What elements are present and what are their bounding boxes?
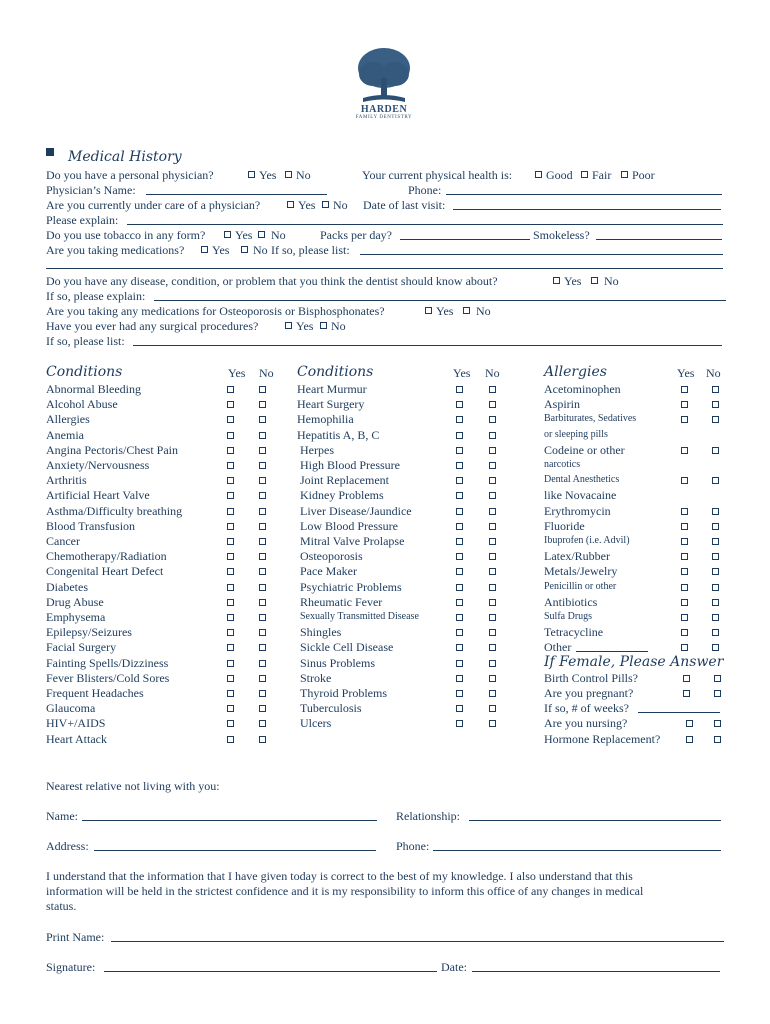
condition-yes-checkbox[interactable] (456, 614, 463, 621)
condition-label: Asthma/Difficulty breathing (46, 503, 183, 518)
col1-no-header: No (259, 366, 274, 380)
condition-yes-checkbox[interactable] (227, 675, 234, 682)
relative-name-field[interactable] (82, 820, 377, 821)
condition-yes-checkbox[interactable] (227, 492, 234, 499)
relationship-label: Relationship: (396, 809, 460, 823)
condition-yes-checkbox[interactable] (227, 553, 234, 560)
condition-no-checkbox[interactable] (259, 614, 266, 621)
condition-yes-checkbox[interactable] (456, 447, 463, 454)
condition-label: Kidney Problems (300, 488, 384, 503)
condition-no-checkbox[interactable] (489, 492, 496, 499)
condition-label: Stroke (300, 670, 332, 685)
female-no-checkbox[interactable] (714, 736, 721, 743)
no-label: No (331, 319, 346, 333)
meds-no-checkbox[interactable] (241, 246, 248, 253)
allergy-no-checkbox[interactable] (712, 523, 719, 530)
allergy-label: Antibiotics (544, 594, 598, 609)
address-field[interactable] (94, 850, 376, 851)
osteo-yes-checkbox[interactable] (425, 307, 432, 314)
allergy-yes-checkbox[interactable] (681, 416, 688, 423)
female-no-checkbox[interactable] (714, 675, 721, 682)
condition-no-checkbox[interactable] (259, 432, 266, 439)
allergy-yes-checkbox[interactable] (681, 523, 688, 530)
condition-no-checkbox[interactable] (489, 523, 496, 530)
condition-label: Tuberculosis (300, 701, 362, 716)
condition-yes-checkbox[interactable] (456, 599, 463, 606)
explain-field[interactable] (127, 224, 723, 225)
condition-no-checkbox[interactable] (489, 508, 496, 515)
physician-question: Do you have a personal physician? (46, 168, 214, 182)
allergy-label: Acetominophen (544, 382, 621, 396)
col1-header: Conditions (46, 364, 123, 380)
relative-phone-field[interactable] (433, 850, 721, 851)
allergy-yes-checkbox[interactable] (681, 599, 688, 606)
allergy-label: Other (544, 640, 572, 655)
phone-label: Phone: (408, 183, 442, 197)
allergy-label: Codeine or other (544, 442, 625, 457)
allergy-yes-checkbox[interactable] (681, 629, 688, 636)
condition-label: Fever Blisters/Cold Sores (46, 670, 170, 685)
condition-label: Anxiety/Nervousness (46, 458, 150, 472)
female-yes-checkbox[interactable] (683, 690, 690, 697)
condition-label: Low Blood Pressure (300, 518, 398, 533)
allergy-label: narcotics (544, 459, 581, 470)
condition-no-checkbox[interactable] (489, 660, 496, 667)
condition-label: Fainting Spells/Dizziness (46, 655, 169, 670)
allergy-no-checkbox[interactable] (712, 538, 719, 545)
allergy-label: like Novacaine (544, 488, 617, 503)
condition-no-checkbox[interactable] (259, 416, 266, 423)
condition-label: Frequent Headaches (46, 686, 144, 700)
allergy-label: Fluoride (544, 518, 585, 533)
condition-yes-checkbox[interactable] (456, 644, 463, 651)
yes-label: Yes (235, 228, 253, 242)
condition-label: HIV+/AIDS (46, 716, 106, 731)
condition-yes-checkbox[interactable] (227, 720, 234, 727)
condition-no-checkbox[interactable] (489, 386, 496, 393)
female-yes-checkbox[interactable] (686, 736, 693, 743)
health-question: Your current physical health is: (362, 168, 513, 182)
allergy-label: or sleeping pills (544, 428, 608, 440)
allergy-yes-checkbox[interactable] (681, 477, 688, 484)
meds-yes-checkbox[interactable] (201, 246, 208, 253)
meds-list-label: If so, please list: (271, 243, 350, 257)
allergy-no-checkbox[interactable] (712, 477, 719, 484)
condition-no-checkbox[interactable] (259, 401, 266, 408)
condition-yes-checkbox[interactable] (227, 462, 234, 469)
condition-no-checkbox[interactable] (259, 477, 266, 484)
surgery-list-field[interactable] (133, 345, 722, 346)
brand-tagline: FAMILY DENTISTRY (355, 115, 413, 120)
relationship-field[interactable] (469, 820, 721, 821)
condition-no-checkbox[interactable] (259, 508, 266, 515)
condition-no-checkbox[interactable] (489, 432, 496, 439)
condition-yes-checkbox[interactable] (227, 538, 234, 545)
signature-field[interactable] (104, 971, 437, 972)
print-name-field[interactable] (111, 941, 724, 942)
condition-yes-checkbox[interactable] (227, 508, 234, 515)
disease-no-checkbox[interactable] (591, 277, 598, 284)
allergy-no-checkbox[interactable] (712, 508, 719, 515)
surgery-yes-checkbox[interactable] (285, 322, 292, 329)
condition-no-checkbox[interactable] (259, 720, 266, 727)
allergy-yes-checkbox[interactable] (681, 508, 688, 515)
allergy-label: Dental Anesthetics (544, 474, 620, 486)
medications-question: Are you taking medications? (46, 243, 185, 257)
condition-no-checkbox[interactable] (259, 538, 266, 545)
condition-no-checkbox[interactable] (259, 644, 266, 651)
allergy-label: Erythromycin (544, 503, 611, 518)
condition-no-checkbox[interactable] (259, 447, 266, 454)
relative-title: Nearest relative not living with you: (46, 779, 220, 793)
condition-yes-checkbox[interactable] (227, 432, 234, 439)
female-question-label: Are you pregnant? (544, 686, 634, 700)
condition-yes-checkbox[interactable] (227, 401, 234, 408)
condition-yes-checkbox[interactable] (456, 690, 463, 697)
disease-explain-field[interactable] (154, 300, 726, 301)
allergy-label: Latex/Rubber (544, 549, 610, 564)
section-title: Medical History (68, 149, 182, 165)
condition-yes-checkbox[interactable] (456, 401, 463, 408)
condition-label: Thyroid Problems (300, 686, 387, 700)
address-label: Address: (46, 839, 89, 853)
packs-label: Packs per day? (320, 228, 392, 242)
allergy-no-checkbox[interactable] (712, 644, 719, 651)
tobacco-no-checkbox[interactable] (258, 231, 265, 238)
condition-no-checkbox[interactable] (489, 720, 496, 727)
condition-no-checkbox[interactable] (259, 462, 266, 469)
please-explain-label: Please explain: (46, 213, 119, 227)
condition-yes-checkbox[interactable] (456, 386, 463, 393)
condition-yes-checkbox[interactable] (227, 386, 234, 393)
condition-label: Drug Abuse (46, 594, 104, 609)
condition-yes-checkbox[interactable] (456, 416, 463, 423)
allergy-label: Barbiturates, Sedatives (544, 413, 637, 425)
condition-yes-checkbox[interactable] (456, 720, 463, 727)
no-label: No (333, 198, 348, 212)
poor-label: Poor (632, 168, 655, 182)
condition-label: Joint Replacement (300, 473, 389, 488)
condition-yes-checkbox[interactable] (456, 629, 463, 636)
smokeless-field[interactable] (596, 239, 722, 240)
allergy-yes-checkbox[interactable] (681, 553, 688, 560)
yes-label: Yes (296, 319, 314, 333)
condition-no-checkbox[interactable] (259, 584, 266, 591)
col2-no-header: No (485, 366, 500, 380)
yes-label: Yes (259, 168, 277, 182)
condition-label: Hemophilia (297, 412, 354, 427)
other-allergy-field[interactable] (576, 651, 648, 652)
condition-no-checkbox[interactable] (489, 644, 496, 651)
osteo-no-checkbox[interactable] (463, 307, 470, 314)
no-label: No (271, 228, 286, 242)
condition-yes-checkbox[interactable] (227, 614, 234, 621)
smokeless-label: Smokeless? (533, 228, 590, 242)
weeks-field[interactable] (638, 712, 720, 713)
condition-yes-checkbox[interactable] (227, 644, 234, 651)
allergy-label: Tetracycline (544, 625, 604, 640)
condition-label: Shingles (300, 625, 342, 640)
yes-label: Yes (298, 198, 316, 212)
allergy-no-checkbox[interactable] (712, 416, 719, 423)
surgery-question: Have you ever had any surgical procedures? (46, 319, 259, 333)
if-explain-label: If so, please explain: (46, 289, 146, 303)
condition-no-checkbox[interactable] (489, 568, 496, 575)
allergy-no-checkbox[interactable] (712, 401, 719, 408)
female-no-checkbox[interactable] (714, 690, 721, 697)
allergy-label: Penicillin or other (544, 580, 617, 592)
condition-no-checkbox[interactable] (489, 675, 496, 682)
col2-yes-header: Yes (453, 366, 471, 380)
condition-no-checkbox[interactable] (259, 599, 266, 606)
allergy-yes-checkbox[interactable] (681, 538, 688, 545)
allergy-no-checkbox[interactable] (712, 614, 719, 621)
date-field[interactable] (472, 971, 720, 972)
condition-label: Anemia (46, 427, 84, 442)
condition-yes-checkbox[interactable] (456, 553, 463, 560)
condition-label: Rheumatic Fever (300, 594, 383, 609)
condition-yes-checkbox[interactable] (456, 584, 463, 591)
condition-yes-checkbox[interactable] (456, 675, 463, 682)
condition-label: Heart Murmur (297, 382, 367, 396)
condition-yes-checkbox[interactable] (456, 492, 463, 499)
condition-label: Heart Attack (46, 731, 107, 746)
condition-label: Emphysema (46, 610, 106, 624)
condition-yes-checkbox[interactable] (227, 416, 234, 423)
if-list-label: If so, please list: (46, 334, 125, 348)
consent-line-2: information will be held in the strictest confidence and it is my responsibility to inform this office of any changes in medical (46, 884, 644, 898)
allergy-no-checkbox[interactable] (712, 584, 719, 591)
condition-yes-checkbox[interactable] (456, 705, 463, 712)
condition-label: Heart Surgery (297, 397, 365, 412)
allergy-yes-checkbox[interactable] (681, 568, 688, 575)
condition-label: Mitral Valve Prolapse (300, 534, 405, 548)
condition-no-checkbox[interactable] (259, 523, 266, 530)
condition-yes-checkbox[interactable] (227, 629, 234, 636)
condition-no-checkbox[interactable] (259, 675, 266, 682)
condition-yes-checkbox[interactable] (456, 538, 463, 545)
allergy-label: Ibuprofen (i.e. Advil) (544, 535, 630, 546)
condition-yes-checkbox[interactable] (456, 432, 463, 439)
condition-label: Diabetes (46, 579, 88, 594)
condition-yes-checkbox[interactable] (227, 584, 234, 591)
allergy-no-checkbox[interactable] (712, 568, 719, 575)
allergy-no-checkbox[interactable] (712, 386, 719, 393)
condition-no-checkbox[interactable] (489, 447, 496, 454)
col2-header: Conditions (297, 364, 374, 380)
yes-label: Yes (212, 243, 230, 257)
condition-yes-checkbox[interactable] (456, 523, 463, 530)
bullet-icon (46, 148, 54, 156)
signature-label: Signature: (46, 960, 96, 974)
care-question: Are you currently under care of a physician? (46, 198, 261, 212)
consent-line-3: status. (46, 899, 77, 913)
condition-label: Osteoporosis (300, 549, 363, 564)
condition-yes-checkbox[interactable] (227, 447, 234, 454)
condition-yes-checkbox[interactable] (227, 736, 234, 743)
condition-no-checkbox[interactable] (489, 705, 496, 712)
allergy-yes-checkbox[interactable] (681, 614, 688, 621)
no-label: No (253, 243, 268, 257)
condition-label: Hepatitis A, B, C (297, 427, 380, 442)
condition-label: Glaucoma (46, 701, 96, 716)
condition-yes-checkbox[interactable] (227, 568, 234, 575)
condition-no-checkbox[interactable] (259, 629, 266, 636)
condition-label: Alcohol Abuse (46, 397, 118, 412)
condition-label: Arthritis (46, 473, 87, 488)
condition-yes-checkbox[interactable] (227, 660, 234, 667)
no-label: No (476, 304, 491, 318)
condition-label: Ulcers (300, 716, 332, 731)
condition-label: Congenital Heart Defect (46, 564, 164, 579)
physician-no-checkbox[interactable] (285, 171, 292, 178)
female-yes-checkbox[interactable] (686, 720, 693, 727)
date-label: Date: (441, 960, 467, 974)
female-no-checkbox[interactable] (714, 720, 721, 727)
col3-no-header: No (706, 366, 721, 380)
condition-no-checkbox[interactable] (259, 705, 266, 712)
female-header: If Female, Please Answer (544, 653, 724, 670)
care-no-checkbox[interactable] (322, 201, 329, 208)
allergy-no-checkbox[interactable] (712, 553, 719, 560)
condition-no-checkbox[interactable] (489, 690, 496, 697)
female-yes-checkbox[interactable] (683, 675, 690, 682)
condition-yes-checkbox[interactable] (227, 523, 234, 530)
condition-no-checkbox[interactable] (489, 614, 496, 621)
physician-yes-checkbox[interactable] (248, 171, 255, 178)
health-poor-checkbox[interactable] (621, 171, 628, 178)
meds-list-field-2[interactable] (46, 268, 723, 269)
col3-yes-header: Yes (677, 366, 695, 380)
condition-yes-checkbox[interactable] (456, 568, 463, 575)
no-label: No (296, 168, 311, 182)
female-question-label: Birth Control Pills? (544, 670, 639, 685)
condition-label: Chemotherapy/Radiation (46, 549, 167, 564)
no-label: No (604, 274, 619, 288)
health-good-checkbox[interactable] (535, 171, 542, 178)
disease-yes-checkbox[interactable] (553, 277, 560, 284)
condition-label: Cancer (46, 534, 80, 548)
condition-label: Sexually Transmitted Disease (300, 611, 419, 622)
condition-label: Abnormal Bleeding (46, 382, 141, 396)
condition-yes-checkbox[interactable] (227, 690, 234, 697)
fair-label: Fair (592, 168, 612, 182)
condition-no-checkbox[interactable] (489, 462, 496, 469)
packs-field[interactable] (400, 239, 530, 240)
condition-label: Herpes (300, 442, 334, 457)
condition-label: Psychiatric Problems (300, 579, 402, 594)
tobacco-question: Do you use tobacco in any form? (46, 228, 206, 242)
condition-no-checkbox[interactable] (489, 629, 496, 636)
allergy-yes-checkbox[interactable] (681, 644, 688, 651)
brand-name: HARDEN (360, 104, 408, 115)
female-question-label: Hormone Replacement? (544, 731, 661, 746)
condition-no-checkbox[interactable] (259, 553, 266, 560)
condition-no-checkbox[interactable] (489, 553, 496, 560)
yes-label: Yes (564, 274, 582, 288)
condition-label: Liver Disease/Jaundice (300, 503, 412, 518)
allergy-yes-checkbox[interactable] (681, 584, 688, 591)
allergy-label: Sulfa Drugs (544, 611, 593, 622)
col3-header: Allergies (544, 364, 607, 380)
condition-label: Pace Maker (300, 564, 357, 579)
condition-no-checkbox[interactable] (489, 416, 496, 423)
condition-label: Blood Transfusion (46, 518, 136, 533)
condition-no-checkbox[interactable] (259, 690, 266, 697)
condition-no-checkbox[interactable] (259, 386, 266, 393)
female-question-label: If so, # of weeks? (544, 701, 629, 716)
meds-list-field[interactable] (360, 254, 723, 255)
yes-label: Yes (436, 304, 454, 318)
condition-label: Allergies (46, 412, 90, 427)
tobacco-yes-checkbox[interactable] (224, 231, 231, 238)
condition-label: High Blood Pressure (300, 458, 400, 472)
consent-line-1: I understand that the information that I have given today is correct to the best of my knowledge. I also understand that this (46, 869, 633, 883)
care-yes-checkbox[interactable] (287, 201, 294, 208)
allergy-yes-checkbox[interactable] (681, 401, 688, 408)
condition-yes-checkbox[interactable] (227, 477, 234, 484)
print-name-label: Print Name: (46, 930, 105, 944)
health-fair-checkbox[interactable] (581, 171, 588, 178)
condition-no-checkbox[interactable] (489, 584, 496, 591)
condition-label: Sinus Problems (300, 655, 376, 670)
allergy-yes-checkbox[interactable] (681, 447, 688, 454)
osteoporosis-question: Are you taking any medications for Osteoporosis or Bisphosphonates? (46, 304, 385, 318)
allergy-yes-checkbox[interactable] (681, 386, 688, 393)
condition-no-checkbox[interactable] (259, 736, 266, 743)
condition-no-checkbox[interactable] (259, 660, 266, 667)
physician-phone-field[interactable] (446, 194, 722, 195)
condition-no-checkbox[interactable] (489, 538, 496, 545)
relative-phone-label: Phone: (396, 839, 430, 853)
female-question-label: Are you nursing? (544, 716, 628, 731)
condition-yes-checkbox[interactable] (456, 462, 463, 469)
condition-no-checkbox[interactable] (259, 492, 266, 499)
condition-label: Sickle Cell Disease (300, 640, 394, 655)
condition-no-checkbox[interactable] (259, 568, 266, 575)
surgery-no-checkbox[interactable] (320, 322, 327, 329)
condition-no-checkbox[interactable] (489, 477, 496, 484)
condition-no-checkbox[interactable] (489, 599, 496, 606)
good-label: Good (546, 168, 573, 182)
condition-label: Artificial Heart Valve (46, 488, 150, 503)
condition-yes-checkbox[interactable] (456, 477, 463, 484)
condition-label: Angina Pectoris/Chest Pain (46, 442, 178, 457)
allergy-no-checkbox[interactable] (712, 599, 719, 606)
allergy-label: Aspirin (544, 397, 580, 412)
last-visit-label: Date of last visit: (363, 198, 446, 212)
col1-yes-header: Yes (228, 366, 246, 380)
physician-name-field[interactable] (146, 194, 327, 195)
physician-name-label: Physician’s Name: (46, 183, 136, 197)
condition-yes-checkbox[interactable] (456, 660, 463, 667)
condition-no-checkbox[interactable] (489, 401, 496, 408)
allergy-no-checkbox[interactable] (712, 629, 719, 636)
allergy-no-checkbox[interactable] (712, 447, 719, 454)
last-visit-field[interactable] (453, 209, 721, 210)
condition-yes-checkbox[interactable] (456, 508, 463, 515)
condition-yes-checkbox[interactable] (227, 599, 234, 606)
allergy-label: Metals/Jewelry (544, 564, 618, 579)
condition-yes-checkbox[interactable] (227, 705, 234, 712)
relative-name-label: Name: (46, 809, 78, 823)
condition-label: Facial Surgery (46, 640, 117, 655)
condition-label: Epilepsy/Seizures (46, 625, 132, 640)
disease-question: Do you have any disease, condition, or problem that you think the dentist should know about? (46, 274, 498, 288)
